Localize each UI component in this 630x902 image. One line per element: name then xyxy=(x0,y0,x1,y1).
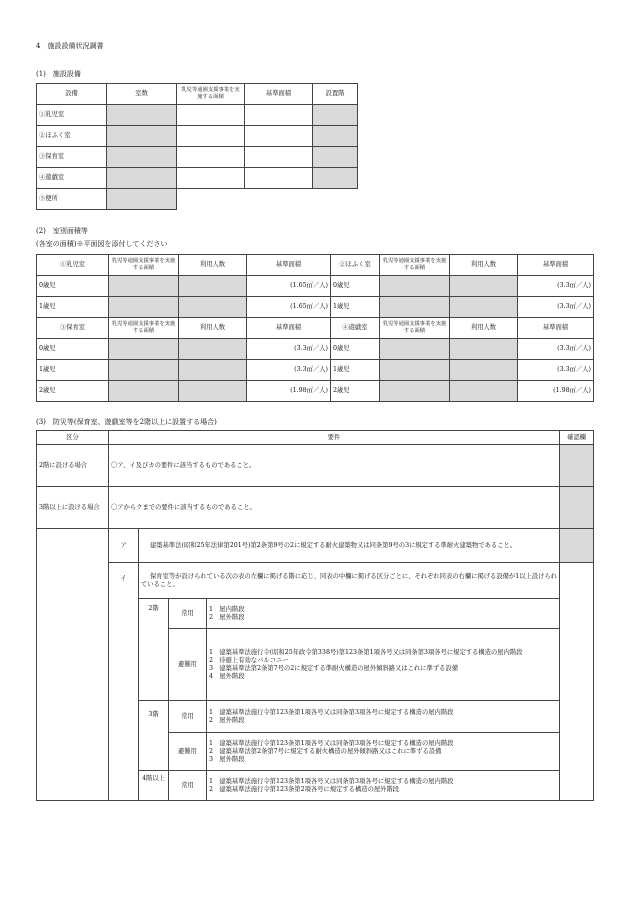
standard-area-cell: (3.3㎡／人) xyxy=(518,276,594,297)
col-header-users: 利用人数 xyxy=(179,318,247,339)
standard-area-cell: (1.98㎡／人) xyxy=(518,381,594,402)
category-3rd-floor-up: 3階以上に設ける場合 xyxy=(37,487,109,529)
col-header-floor: 設置階 xyxy=(313,84,358,105)
support-area-cell xyxy=(109,297,179,318)
table-row xyxy=(37,445,594,487)
table-row xyxy=(37,276,594,297)
support-area-cell[interactable] xyxy=(177,147,245,168)
age-label: 2歳児 xyxy=(37,381,109,402)
check-column-blank xyxy=(560,563,594,801)
col-header-support-area: 乳児等通園支援事業を実施する面積 xyxy=(380,255,450,276)
floor-label-3f: 3階 xyxy=(139,701,169,771)
equipment-list: 1 建築基準法施行令第123条第1項各号又は同条第3項各号に規定する構造の屋内階段 2 建築基準法施行令第123条第2項各号に規定する構造の屋外階段 xyxy=(207,771,560,801)
category-blank xyxy=(37,529,109,801)
col-header-support-area: 乳児等通園支援事業を実施する面積 xyxy=(109,318,179,339)
kind-label: 避難用 xyxy=(169,629,207,701)
users-cell xyxy=(450,276,518,297)
table-header-row xyxy=(37,318,594,339)
support-area-cell xyxy=(380,360,450,381)
standard-area-cell: (1.65㎡／人) xyxy=(247,276,331,297)
standard-area-cell: (3.3㎡／人) xyxy=(518,297,594,318)
support-area-cell xyxy=(380,297,450,318)
item-i-text: 保育室等が設けられている次の表の左欄に掲げる階に応じ、同表の中欄に掲げる区分ごとに、それぞれ同表の右欄に掲げる設備が1以上設けられていること。 xyxy=(139,563,560,599)
col-header-support-area: 乳児等通園支援事業を実施する面積 xyxy=(380,318,450,339)
col-header-support-area: 乳児等通園支援事業を実施する面積 xyxy=(177,84,245,105)
area-table xyxy=(36,254,594,402)
table-row xyxy=(37,189,177,210)
table-row xyxy=(37,147,358,168)
room-count-cell xyxy=(107,189,177,210)
room-count-cell xyxy=(107,105,177,126)
kind-label: 常用 xyxy=(169,599,207,629)
users-cell xyxy=(179,276,247,297)
equipment-list: 1 建築基準法施行令第123条第1項各号又は同条第3項各号に規定する構造の屋内階段 2 建築基準法第2条第7号に規定する耐火構造の屋外傾斜路又はこれに準ずる設備 3 屋外階段 xyxy=(207,733,560,771)
col-header-room-count: 室数 xyxy=(107,84,177,105)
users-cell xyxy=(179,360,247,381)
users-cell xyxy=(179,339,247,360)
col-header-standard-area: 基準面積 xyxy=(247,255,331,276)
col-header-category: 区分 xyxy=(37,431,109,445)
facilities-heading: (1) 施設設備 xyxy=(36,70,81,78)
standard-area-cell: (3.3㎡／人) xyxy=(518,339,594,360)
age-label: 0歳児 xyxy=(37,339,109,360)
users-cell xyxy=(450,381,518,402)
table-row xyxy=(37,297,594,318)
standard-area-cell: (1.98㎡／人) xyxy=(247,381,331,402)
support-area-cell xyxy=(109,381,179,402)
table-row xyxy=(37,168,358,189)
col-header-users: 利用人数 xyxy=(450,255,518,276)
row-label-play-room: ④遊戯室 xyxy=(37,168,107,189)
standard-area-cell: (3.3㎡／人) xyxy=(518,360,594,381)
equipment-list: 1 屋内階段 2 屋外階段 xyxy=(207,599,560,629)
floor-cell xyxy=(313,147,358,168)
kind-label: 避難用 xyxy=(169,733,207,771)
equipment-list: 1 建築基準法施行令(昭和25年政令第338号)第123条第1項各号又は同条第3項各号に規定する構造の屋内階段 2 待避上有効なバルコニー 3 建築基準法第2条第7号の2に規定する準耐火構造の屋外傾斜路又はこれに準ずる設備 4 屋外階段 xyxy=(207,629,560,701)
table-row xyxy=(37,381,594,402)
requirement-2nd-floor: 〇ア、イ及びカの要件に該当するものであること。 xyxy=(109,445,560,487)
users-cell xyxy=(179,381,247,402)
standard-area-cell[interactable] xyxy=(245,147,313,168)
col-header-requirement: 要件 xyxy=(109,431,560,445)
block-title-play-room: ④遊戯室 xyxy=(331,318,380,339)
support-area-cell xyxy=(380,339,450,360)
requirement-3rd-floor-up: 〇アからクまでの要件に該当するものであること。 xyxy=(109,487,560,529)
block-title-infant-room: ①乳児室 xyxy=(37,255,109,276)
age-label: 0歳児 xyxy=(331,339,380,360)
block-title-crawling-room: ②ほふく室 xyxy=(331,255,380,276)
facilities-table xyxy=(36,83,358,189)
age-label: 1歳児 xyxy=(37,360,109,381)
floor-cell xyxy=(313,105,358,126)
item-a-text: 建築基準法(昭和25年法律第201号)第2条第9号の2に規定する耐火建築物又は同条第9号の3に規定する準耐火建築物であること。 xyxy=(139,529,560,563)
row-label-toilet: ⑤便所 xyxy=(37,189,107,210)
table-header-row xyxy=(37,255,594,276)
col-header-support-area: 乳児等通園支援事業を実施する面積 xyxy=(109,255,179,276)
support-area-cell[interactable] xyxy=(177,105,245,126)
age-label: 0歳児 xyxy=(37,276,109,297)
standard-area-cell[interactable] xyxy=(245,126,313,147)
age-label: 2歳児 xyxy=(331,381,380,402)
category-2nd-floor: 2階に設ける場合 xyxy=(37,445,109,487)
floor-cell xyxy=(313,126,358,147)
disaster-table xyxy=(36,430,594,801)
floor-label-4f-up: 4階以上 xyxy=(139,771,169,801)
standard-area-cell[interactable] xyxy=(245,105,313,126)
table-row xyxy=(37,126,358,147)
standard-area-cell: (1.65㎡／人) xyxy=(247,297,331,318)
row-label-crawling-room: ②ほふく室 xyxy=(37,126,107,147)
standard-area-cell: (3.3㎡／人) xyxy=(247,360,331,381)
age-label: 1歳児 xyxy=(37,297,109,318)
table-header-row xyxy=(37,84,358,105)
floor-cell xyxy=(313,168,358,189)
standard-area-cell[interactable] xyxy=(245,168,313,189)
users-cell xyxy=(450,339,518,360)
col-header-standard-area: 基準面積 xyxy=(518,255,594,276)
equipment-list: 1 建築基準法施行令第123条第1項各号又は同条第3項各号に規定する構造の屋内階段 2 屋外階段 xyxy=(207,701,560,733)
support-area-cell xyxy=(109,339,179,360)
kind-label: 常用 xyxy=(169,771,207,801)
table-row xyxy=(37,487,594,529)
room-count-cell xyxy=(107,168,177,189)
disaster-heading: (3) 防災等(保育室、遊戯室等を2階以上に設置する場合) xyxy=(36,418,217,426)
room-count-cell xyxy=(107,147,177,168)
support-area-cell xyxy=(380,276,450,297)
table-row xyxy=(37,339,594,360)
toilet-row-table xyxy=(36,188,177,210)
support-area-cell xyxy=(380,381,450,402)
col-header-equipment: 設備 xyxy=(37,84,107,105)
floor-label-2f: 2階 xyxy=(139,599,169,701)
check-cell[interactable] xyxy=(560,445,594,487)
item-mark-a: ア xyxy=(109,529,139,563)
users-cell xyxy=(179,297,247,318)
section-title: 4 施設設備状況調書 xyxy=(36,42,104,50)
table-row xyxy=(37,105,358,126)
col-header-users: 利用人数 xyxy=(450,318,518,339)
areas-note: (各室の面積)※平面図を添付してください xyxy=(36,240,168,248)
item-mark-i: イ xyxy=(109,563,139,801)
check-cell[interactable] xyxy=(560,529,594,563)
table-row xyxy=(37,563,594,599)
table-row xyxy=(37,529,594,563)
kind-label: 常用 xyxy=(169,701,207,733)
col-header-check: 確認欄 xyxy=(560,431,594,445)
block-title-nursery-room: ③保育室 xyxy=(37,318,109,339)
col-header-users: 利用人数 xyxy=(179,255,247,276)
age-label: 1歳児 xyxy=(331,360,380,381)
age-label: 0歳児 xyxy=(331,276,380,297)
col-header-standard-area: 基準面積 xyxy=(245,84,313,105)
areas-heading: (2) 室別面積等 xyxy=(36,227,88,235)
standard-area-cell: (3.3㎡／人) xyxy=(247,339,331,360)
users-cell xyxy=(450,297,518,318)
row-label-infant-room: ①乳児室 xyxy=(37,105,107,126)
age-label: 1歳児 xyxy=(331,297,380,318)
table-row xyxy=(37,360,594,381)
table-header-row xyxy=(37,431,594,445)
support-area-cell xyxy=(109,276,179,297)
support-area-cell[interactable] xyxy=(177,168,245,189)
support-area-cell xyxy=(109,360,179,381)
room-count-cell xyxy=(107,126,177,147)
users-cell xyxy=(450,360,518,381)
col-header-standard-area: 基準面積 xyxy=(518,318,594,339)
col-header-standard-area: 基準面積 xyxy=(247,318,331,339)
check-cell[interactable] xyxy=(560,487,594,529)
support-area-cell[interactable] xyxy=(177,126,245,147)
row-label-nursery-room: ③保育室 xyxy=(37,147,107,168)
